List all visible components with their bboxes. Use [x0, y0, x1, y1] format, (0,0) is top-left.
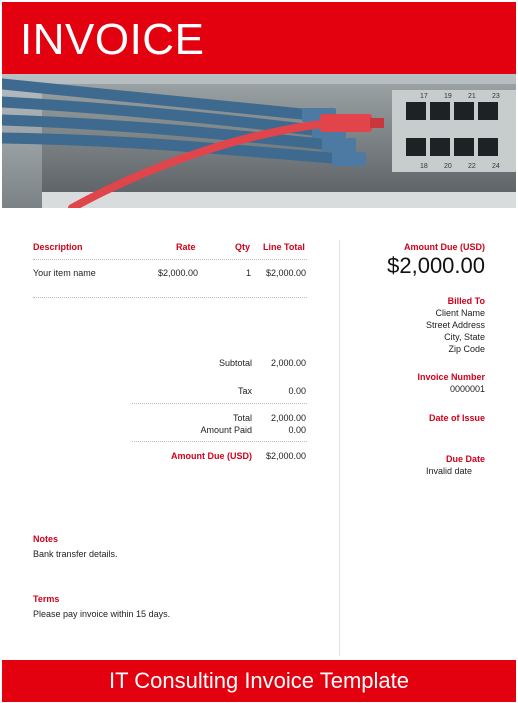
amount-due-label: Amount Due (USD) [171, 451, 252, 461]
header-divider [33, 259, 307, 260]
invoice-title: INVOICE [20, 15, 205, 64]
item-description: Your item name [33, 268, 96, 278]
column-header-rate: Rate [176, 242, 196, 252]
total-value: 2,000.00 [270, 413, 306, 423]
amount-paid-value: 0.00 [288, 425, 306, 435]
tax-label: Tax [237, 386, 252, 396]
network-switch-image [2, 74, 516, 208]
svg-text:24: 24 [492, 163, 500, 170]
column-header-description: Description [33, 242, 83, 252]
sidebar-amount-due-value: $2,000.00 [387, 253, 485, 278]
amount-due-value: $2,000.00 [265, 451, 306, 461]
column-header-qty: Qty [235, 242, 251, 252]
amount-paid-label: Amount Paid [200, 425, 252, 435]
footer-bar [2, 660, 516, 702]
header-bar [2, 2, 516, 74]
total-label: Total [232, 413, 252, 423]
svg-text:18: 18 [420, 163, 428, 170]
svg-text:20: 20 [444, 163, 452, 170]
due-date-label: Due Date [445, 454, 485, 464]
billed-to-zip: Zip Code [448, 344, 485, 354]
subtotal-label: Subtotal [218, 358, 252, 368]
notes-text: Bank transfer details. [33, 549, 118, 559]
terms-label: Terms [33, 594, 60, 604]
invoice-number-value: 0000001 [449, 384, 485, 394]
column-header-line-total: Line Total [263, 242, 305, 252]
item-qty: 1 [245, 268, 251, 278]
sidebar-amount-due-label: Amount Due (USD) [404, 242, 485, 252]
billed-to-street: Street Address [425, 320, 485, 330]
due-date-value: Invalid date [425, 466, 472, 476]
item-rate: $2,000.00 [157, 268, 198, 278]
svg-text:19: 19 [444, 93, 452, 100]
row-divider [33, 297, 307, 298]
amount-due-divider [132, 441, 307, 442]
billed-to-label: Billed To [447, 296, 485, 306]
notes-label: Notes [33, 534, 59, 544]
item-line-total: $2,000.00 [265, 268, 306, 278]
svg-text:23: 23 [492, 93, 500, 100]
svg-text:17: 17 [420, 93, 428, 100]
svg-text:22: 22 [468, 163, 476, 170]
svg-text:21: 21 [468, 93, 476, 100]
terms-text: Please pay invoice within 15 days. [33, 609, 171, 619]
date-of-issue-label: Date of Issue [428, 413, 485, 423]
column-divider [339, 240, 340, 656]
invoice-number-label: Invoice Number [417, 372, 485, 382]
subtotal-value: 2,000.00 [270, 358, 306, 368]
billed-to-client-name: Client Name [435, 308, 485, 318]
network-switch-photo [2, 74, 516, 208]
billed-to-city-state: City, State [444, 332, 485, 342]
footer-title: IT Consulting Invoice Template [108, 668, 410, 693]
tax-value: 0.00 [288, 386, 306, 396]
totals-divider [132, 403, 307, 404]
